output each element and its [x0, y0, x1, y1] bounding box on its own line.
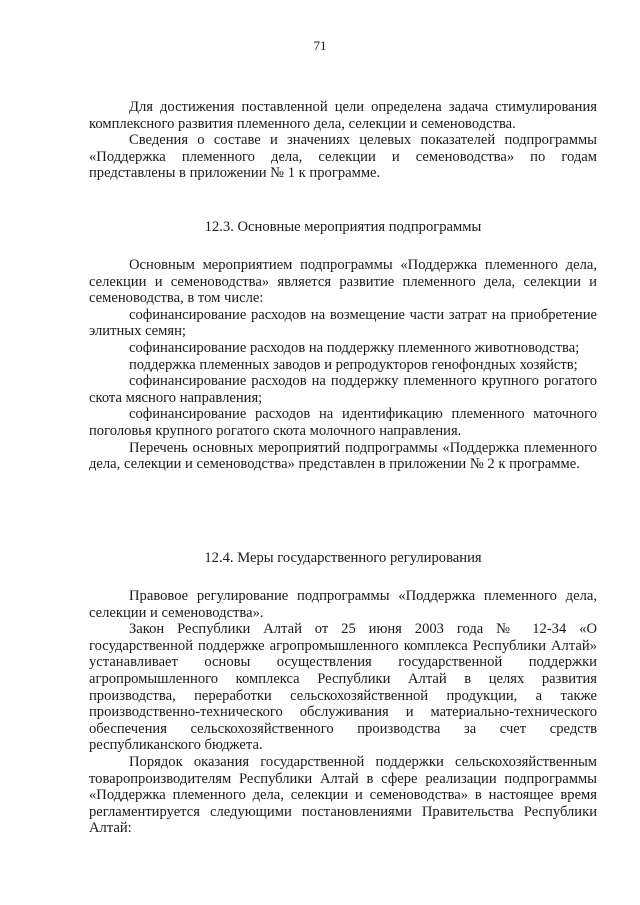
- paragraph: Правовое регулирование подпрограммы «Поддержка племенного дела, селекции и семеноводства».: [89, 588, 597, 621]
- paragraph: Порядок оказания государственной поддержки сельскохозяйственным товаропроизводителям Республики Алтай в сфере реализации подпрограммы «Поддержка племенного дела, селекции и семеноводства» в настоящее время регламентируется следующими постановлениями Правительства Республики Алтай:: [89, 753, 597, 837]
- list-item: софинансирование расходов на поддержку племенного крупного рогатого скота мясного направления;: [89, 373, 597, 406]
- section-heading-12-3: 12.3. Основные мероприятия подпрограммы: [204, 219, 482, 235]
- section-12-3-body: [89, 257, 597, 473]
- paragraph: Основным мероприятием подпрограммы «Поддержка племенного дела, селекции и семеноводства» является развитие племенного дела, селекции и семеноводства, в том числе:: [89, 257, 597, 307]
- paragraph: Для достижения поставленной цели определена задача стимулирования комплексного развития племенного дела, селекции и семеноводства.: [89, 99, 597, 132]
- paragraph: Перечень основных мероприятий подпрограммы «Поддержка племенного дела, селекции и семеноводства» представлен в приложении № 2 к программе.: [89, 439, 597, 473]
- page-number: 71: [313, 38, 327, 53]
- paragraph: Закон Республики Алтай от 25 июня 2003 года № 12-34 «О государственной поддержке агропромышленного комплекса Республики Алтай» устанавливает основы осуществления государственной поддержки агропромышленного комплекса Республики Алтай в целях развития производства, переработки сельскохозяйственной продукции, а также производственно-технического обслуживания и материально-технического обеспечения сельскохозяйственного производства за счет средств республиканского бюджета.: [89, 621, 597, 754]
- section-12-4-body: [89, 588, 597, 837]
- list-item: софинансирование расходов на возмещение части затрат на приобретение элитных семян;: [89, 306, 597, 340]
- list-item: софинансирование расходов на идентификацию племенного маточного поголовья крупного рогатого скота молочного направления.: [89, 406, 597, 439]
- section-heading-12-4: 12.4. Меры государственного регулирования: [204, 550, 482, 566]
- list-item: софинансирование расходов на поддержку племенного животноводства;: [129, 339, 580, 356]
- intro-block: [89, 99, 597, 182]
- list-item: поддержка племенных заводов и репродукторов генофондных хозяйств;: [129, 356, 578, 373]
- paragraph: Сведения о составе и значениях целевых показателей подпрограммы «Поддержка племенного дела, селекции и семеноводства» по годам представлены в приложении № 1 к программе.: [89, 132, 597, 182]
